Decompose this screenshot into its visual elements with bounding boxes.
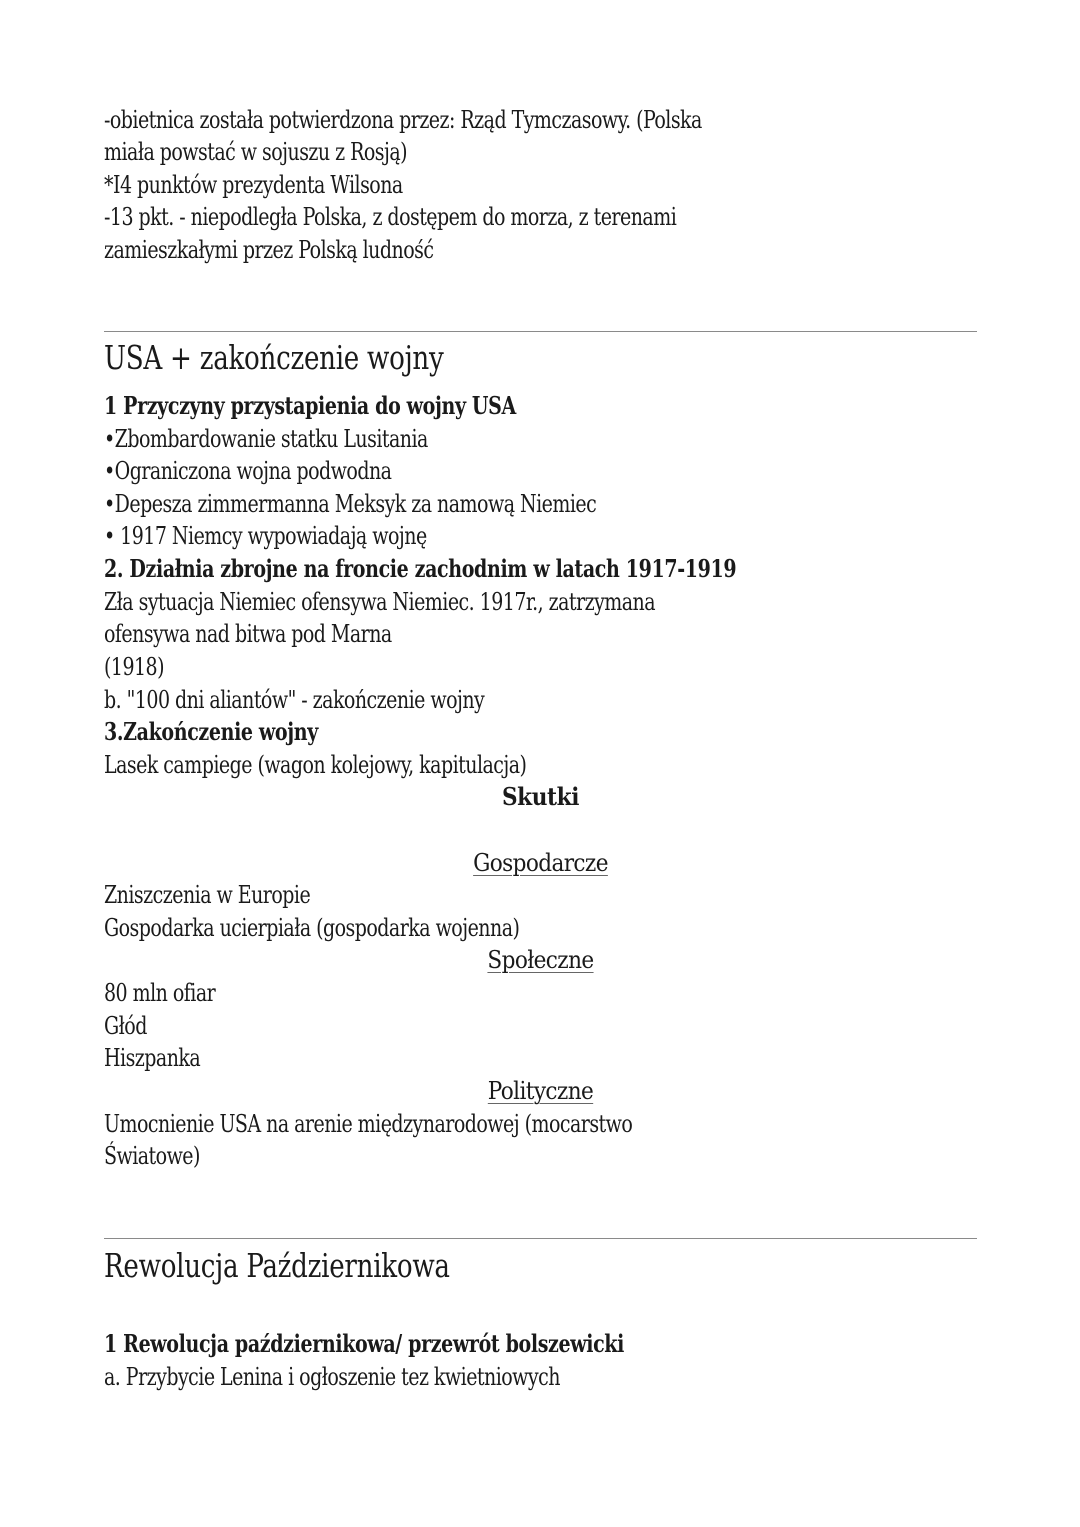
body-line: Lasek campiege (wagon kolejowy, kapitulacja): [104, 751, 527, 779]
section-title-revolution: Rewolucja Październikowa: [104, 1246, 450, 1285]
body-line: b. "100 dni aliantów" - zakończenie wojny: [104, 686, 485, 714]
body-line: (1918): [104, 653, 165, 681]
effects-title-text: Skutki: [501, 782, 579, 811]
effect-item: Głód: [104, 1012, 147, 1040]
effects-social-label: [104, 944, 977, 976]
effect-item: Światowe): [104, 1142, 200, 1170]
section-divider: [104, 331, 977, 332]
intro-line: miała powstać w sojuszu z Rosją): [104, 138, 408, 166]
intro-line: -obietnica została potwierdzona przez: Rząd Tymczasowy. (Polska: [104, 106, 702, 134]
intro-line: -13 pkt. - niepodległa Polska, z dostępem do morza, z terenami: [104, 203, 677, 231]
heading-western-front: 2. Działnia zbrojne na froncie zachodnim w latach 1917-1919: [104, 554, 737, 583]
effects-title: [104, 781, 977, 813]
bullet-item: •Depesza zimmermanna Meksyk za namową Niemiec: [104, 490, 597, 518]
social-label-text: Społeczne: [487, 946, 594, 974]
bullet-item: • 1917 Niemcy wypowiadają wojnę: [104, 522, 427, 550]
effect-item: Hiszpanka: [104, 1044, 201, 1072]
intro-line: *I4 punktów prezydenta Wilsona: [104, 171, 403, 199]
intro-line: zamieszkałymi przez Polską ludność: [104, 236, 434, 264]
bullet-item: •Ograniczona wojna podwodna: [104, 457, 392, 485]
effects-economic-label: [104, 847, 977, 879]
body-line: a. Przybycie Lenina i ogłoszenie tez kwietniowych: [104, 1363, 560, 1391]
economic-label-text: Gospodarcze: [473, 849, 608, 877]
bullet-item: •Zbombardowanie statku Lusitania: [104, 425, 428, 453]
heading-causes: 1 Przyczyny przystapienia do wojny USA: [104, 391, 516, 420]
effect-item: Gospodarka ucierpiała (gospodarka wojenna): [104, 914, 520, 942]
section-title-usa: USA + zakończenie wojny: [104, 338, 444, 377]
effect-item: Umocnienie USA na arenie międzynarodowej (mocarstwo: [104, 1110, 633, 1138]
effect-item: Zniszczenia w Europie: [104, 881, 311, 909]
body-line: ofensywa nad bitwa pod Marna: [104, 620, 392, 648]
heading-end-of-war: 3.Zakończenie wojny: [104, 717, 318, 746]
effects-political-label: [104, 1075, 977, 1107]
heading-revolution: 1 Rewolucja październikowa/ przewrót bolszewicki: [104, 1329, 624, 1358]
body-line: Zła sytuacja Niemiec ofensywa Niemiec. 1917r., zatrzymana: [104, 588, 656, 616]
political-label-text: Polityczne: [487, 1077, 594, 1105]
effect-item: 80 mln ofiar: [104, 979, 216, 1007]
section-divider: [104, 1238, 977, 1239]
